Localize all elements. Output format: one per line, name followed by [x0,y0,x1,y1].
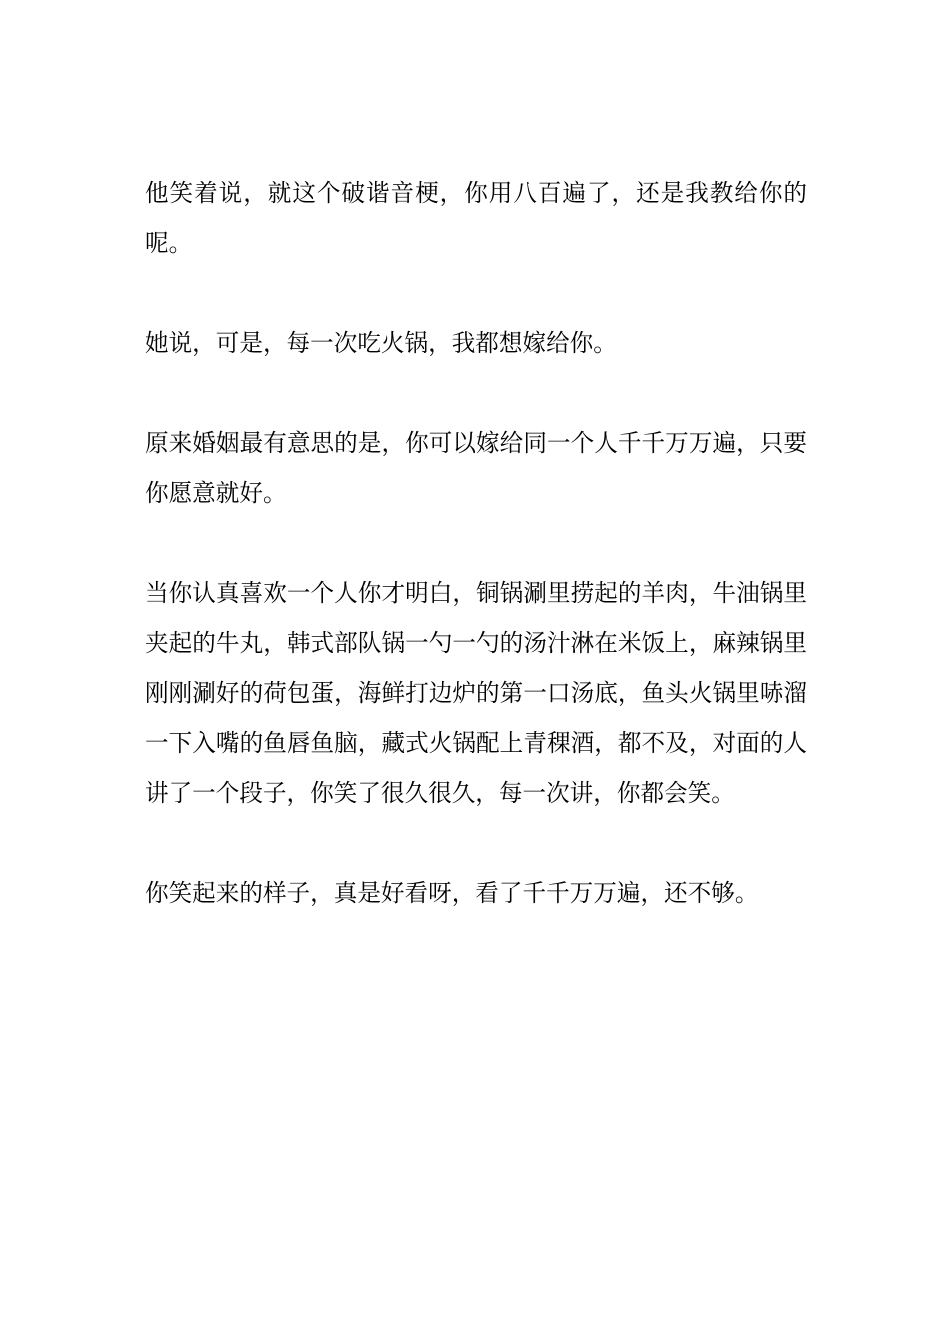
document-body [145,168,807,968]
paragraph-4: 当你认真喜欢一个人你才明白，铜锅涮里捞起的羊肉，牛油锅里夹起的牛丸，韩式部队锅一勺一勺的汤汁淋在米饭上，麻辣锅里刚刚涮好的荷包蛋，海鲜打边炉的第一口汤底，鱼头火锅里哧溜一下入嘴的鱼唇鱼脑，藏式火锅配上青稞酒，都不及，对面的人讲了一个段子，你笑了很久很久，每一次讲，你都会笑。 [145,579,807,807]
paragraph-2: 她说，可是，每一次吃火锅，我都想嫁给你。 [145,329,617,357]
paragraph-3: 原来婚姻最有意思的是，你可以嫁给同一个人千千万万遍，只要你愿意就好。 [145,429,807,507]
paragraph-5: 你笑起来的样子，真是好看呀，看了千千万万遍，还不够。 [145,879,759,907]
paragraph-1: 他笑着说，就这个破谐音梗，你用八百遍了，还是我教给你的呢。 [145,179,807,257]
